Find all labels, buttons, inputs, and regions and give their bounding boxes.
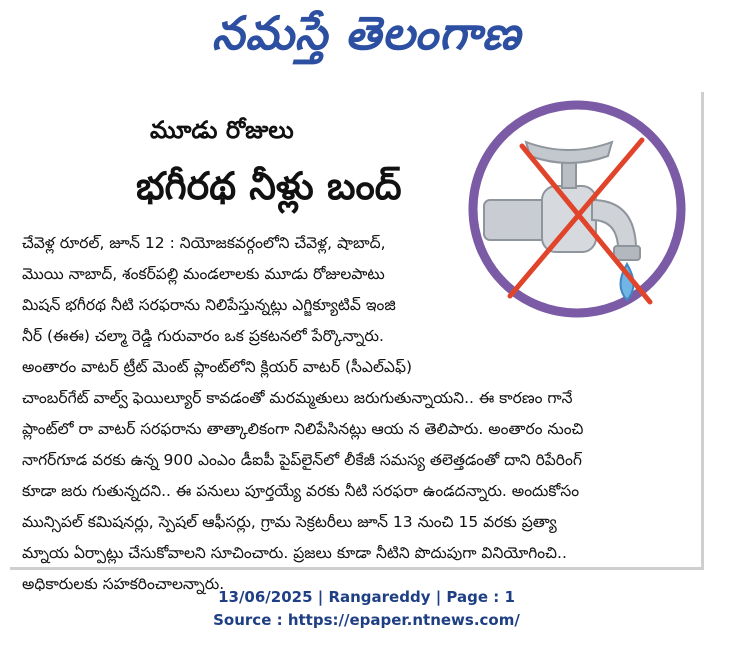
footer-source-link[interactable]: Source : https://epaper.ntnews.com/: [213, 611, 520, 629]
footer-date-edition: 13/06/2025 | Rangareddy | Page : 1: [218, 588, 515, 606]
article-line: చేవెళ్ల రూరల్, జూన్ 12 : నియోజకవర్గంలోని చేవెళ్ల, షాబాద్,: [22, 234, 386, 252]
article-line: అధికారులకు సహకరించాలన్నారు.: [22, 575, 225, 593]
article-line: నాగర్‌గూడ వరకు ఉన్న 900 ఎంఎం డీఐపీ పైప్‌లైన్‌లో లీకేజీ సమస్య తలెత్తడంతో దాని రిపేరింగ్: [22, 451, 582, 469]
article-line: మిషన్ భగీరథ నీటి సరఫరాను నిలిపేస్తున్నట్లు ఎగ్జిక్యూటివ్ ఇంజి: [22, 296, 396, 314]
article-line: మొయి నాబాద్, శంకర్‌పల్లి మండలాలకు మూడు రోజులపాటు: [22, 265, 385, 283]
article-headline: భగీరథ నీళ్లు బంద్: [136, 164, 402, 208]
article-line: మ్నాయ ఏర్పాట్లు చేసుకోవాలని సూచించారు. ప్రజలు కూడా నీటిని పొదుపుగా వినియోగించి..: [22, 544, 567, 562]
masthead-logo: నమస్తే తెలంగాణ: [211, 6, 522, 60]
article-line: నీర్ (ఈఈ) చల్మా రెడ్డి గురువారం ఒక ప్రకటనలో పేర్కొన్నారు.: [22, 327, 384, 345]
article-kicker: మూడు రోజులు: [150, 116, 294, 144]
article-line: చాంబర్‌గేట్ వాల్వ్ ఫెయిల్యూర్ కావడంతో మరమ్మతులు జరుగుతున్నాయని.. ఈ కారణం గానే: [22, 389, 573, 407]
article-line: మున్సిపల్ కమిషనర్లు, స్పెషల్ ఆఫీసర్లు, గ్రామ సెక్రటరీలు జూన్ 13 నుంచి 15 వరకు ప్రత్యా: [22, 513, 557, 531]
article-line: ప్లాంట్‌లో రా వాటర్ సరఫరాను తాత్కాలికంగా నిలిపేసినట్లు ఆయ న తెలిపారు. అంతారం నుంచి: [22, 420, 584, 438]
article-line: కూడా జరు గుతున్నదని.. ఈ పనులు పూర్తయ్యే వరకు నీటి సరఫరా ఉండదన్నారు. అందుకోసం: [22, 482, 580, 500]
article-line: అంతారం వాటర్ ట్రీట్ మెంట్ ప్లాంట్‌లోని క్లియర్ వాటర్ (సీఎల్‌ఎఫ్): [22, 358, 413, 376]
article-body: [22, 228, 702, 600]
